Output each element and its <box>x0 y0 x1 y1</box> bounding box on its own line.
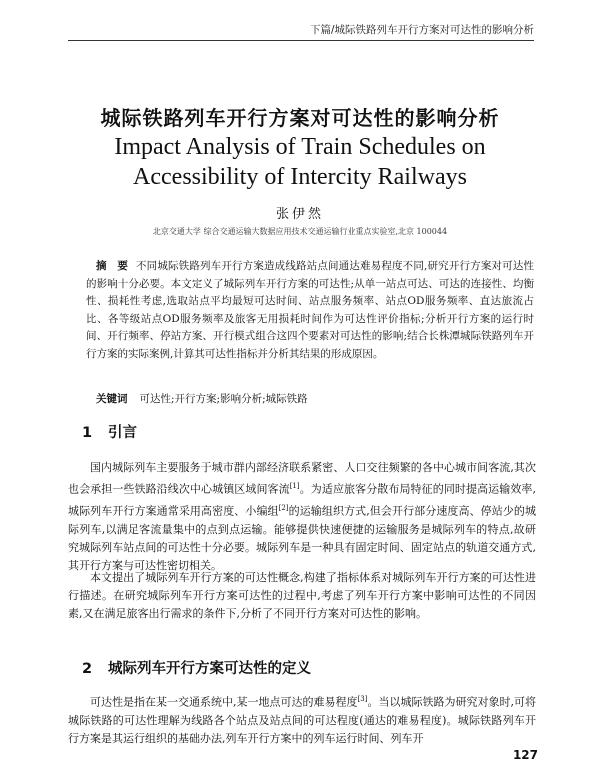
section-2-number: 2 <box>82 661 93 677</box>
abstract-label: 摘 要 <box>96 260 128 272</box>
para1-text-c: 的运输组织方式,但会开行部分速度高、停站少的城际列车,以满足客流量集中的点到点运输。能够提供快速便捷的运输服务是城际列车的特点,故研究城际列车站点间的可达性十分必要。城际列车是一种具有固定时间、固定站点的轨道交通方式,其开行方案与可达性密切相关。 <box>68 504 537 573</box>
section-1-title: 引言 <box>108 425 137 441</box>
intro-paragraph-1 <box>68 459 536 576</box>
title-english-line-1: Impact Analysis of Train Schedules on <box>114 134 486 160</box>
section-2-heading <box>82 657 311 678</box>
section-2-title: 城际列车开行方案可达性的定义 <box>108 661 311 677</box>
title-english-line-2: Accessibility of Intercity Railways <box>133 164 467 190</box>
citation-3: [3] <box>357 695 368 703</box>
title-english <box>0 132 600 192</box>
keywords-text: 可达性;开行方案;影响分析;城际铁路 <box>139 393 308 405</box>
para3-text-a: 可达性是指在某一交通系统中,某一地点可达的难易程度 <box>90 695 358 709</box>
citation-1: [1] <box>289 482 300 491</box>
citation-2: [2] <box>278 504 289 513</box>
header-rule <box>68 40 534 41</box>
abstract <box>86 258 534 363</box>
page-number: 127 <box>512 748 538 762</box>
author-affiliation: 北京交通大学 综合交通运输大数据应用技术交通运输行业重点实验室,北京 100044 <box>152 227 448 236</box>
section-1-heading <box>82 421 137 442</box>
running-head: 下篇/城际铁路列车开行方案对可达性的影响分析 <box>309 24 534 36</box>
para1-text-a: 国内城际列车主要服务于城市群内部经济联系紧密、人口交往频繁的各中心城市间客流,其次也会承担一些铁路沿线次中心城镇区域间客流 <box>68 461 536 496</box>
author-name: 张伊然 <box>275 207 324 222</box>
abstract-text: 不同城际铁路列车开行方案造成线路站点间通达难易程度不同,研究开行方案对可达性的影响十分必要。本文定义了城际列车开行方案的可达性;从单一站点可达、可达的连接性、均衡性、损耗性考虑,选取站点平均最短可达时间、站点服务频率、站点OD服务频率、直达旅流占比、各等级站点OD服务频率及旅客无用损耗时间作为可达性评价指标;分析开行方案的运行时间、开行频率、停站方案、开行模式组合这四个要素对可达性的影响;结合长株潭城际铁路列车开行方案的实际案例,计算其可达性指标并分析其结果的形成原因。 <box>86 260 534 360</box>
para1-text-b: 。为适应旅客分散布局特征的同时提高运输效率,城际列车开行方案通常采用高密度、小编组 <box>68 482 536 518</box>
section-1-number: 1 <box>82 425 93 441</box>
intro-paragraph-2: 本文提出了城际列车开行方案的可达性概念,构建了指标体系对城际列车开行方案的可达性进行描述。在研究城际列车开行方案可达性的过程中,考虑了列车开行方案中影响可达性的不同因素,又在满足旅客出行需求的条件下,分析了不同开行方案对可达性的影响。 <box>68 571 536 621</box>
para3-text-b: 。当以城际铁路为研究对象时,可将城际铁路的可达性理解为线路各个站点及站点间的可达程度(通达的难易程度)。城际铁路列车开行方案是其运行组织的基础办法,列车开行方案中的列车运行时间、列车开 <box>68 695 536 746</box>
keywords-label: 关键词 <box>96 393 128 405</box>
title-chinese: 城际铁路列车开行方案对可达性的影响分析 <box>100 106 500 130</box>
keywords <box>86 391 534 406</box>
definition-paragraph <box>68 690 536 748</box>
